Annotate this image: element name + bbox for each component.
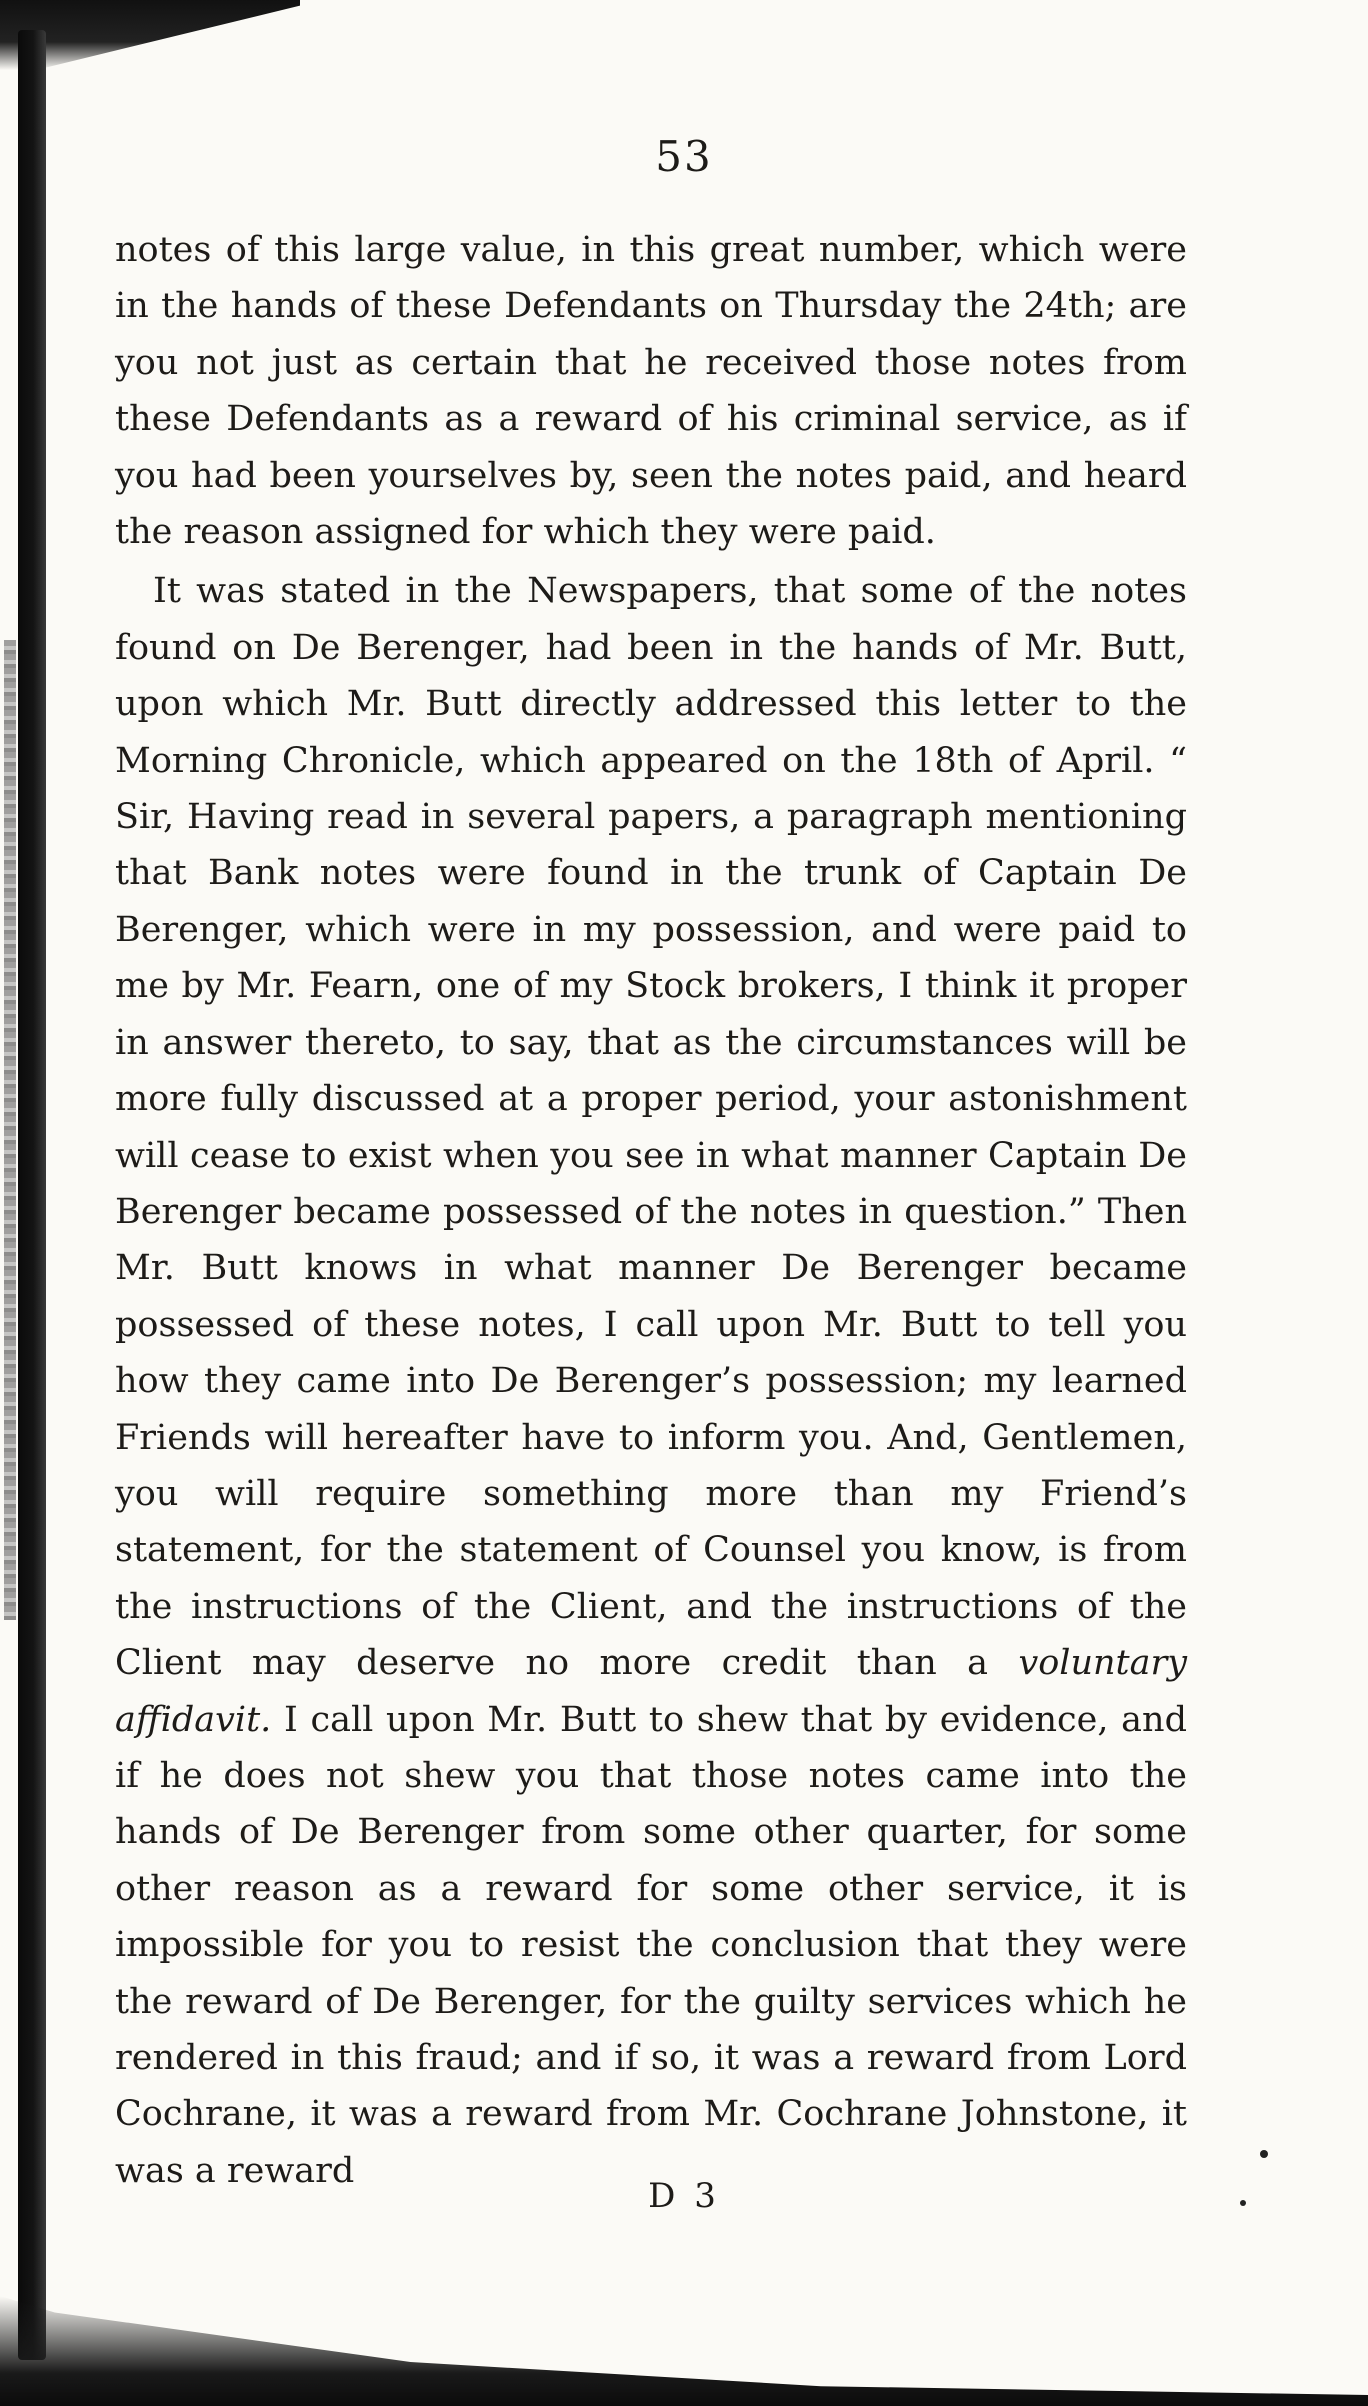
signature-mark: D 3 [648,2176,720,2216]
margin-stain [4,640,16,1620]
page-number: 53 [655,132,713,181]
paragraph-1: notes of this large value, in this great number, which were in the hands of these Defendants on Thursday the 24th; are you not just as certain that he received those notes from these Defendants as a reward of his criminal service, as if you had been yourselves by, seen the notes paid, and heard the reason assigned for which they were paid. [115,230,1187,553]
paragraph-2 [115,563,1187,2199]
page-binding-edge [18,30,46,2360]
italic-phrase: voluntary affidavit. [115,1643,1187,1740]
paragraph-2-continuation: I call upon Mr. Butt to shew that by evidence, and if he does not shew you that those notes came into the hands of De Berenger from some other quarter, for some other reason as a reward for some other service, it is impossible for you to resist the conclusion that they were the reward of De Berenger, for the guilty services which he rendered in this fraud; and if so, it was a reward from Lord Cochrane, it was a reward from Mr. Cochrane Johnstone, it was a reward [115,1699,1187,2191]
paragraph-2-text: It was stated in the Newspapers, that some of the notes found on De Berenger, had been in the hands of Mr. Butt, upon which Mr. Butt directly addressed this letter to the Morning Chronicle, which appeared on the 18th of April. “ Sir, Having read in several papers, a paragraph mentioning that Bank notes were found in the trunk of Captain De Berenger, which were in my possession, and were paid to me by Mr. Fearn, one of my Stock brokers, I think it proper in answer thereto, to say, that as the circumstances will be more fully discussed at a proper period, your astonishment will cease to exist when you see in what manner Captain De Berenger became possessed of the notes in question.” Then Mr. Butt knows in what manner De Berenger became possessed of these notes, I call upon Mr. Butt to tell you how they came into De Berenger’s possession; my learned Friends will hereafter have to inform you. And, Gentlemen, you will require something more than my Friend’s statement, for the statement of Counsel you know, is from the instructions of the Client, and the instructions of the Client may deserve no more credit than a [115,571,1187,1684]
ink-speck [1260,2150,1268,2158]
body-text [115,222,1187,2199]
page-shadow-bottom [0,2296,1368,2406]
ink-speck [1240,2200,1246,2206]
